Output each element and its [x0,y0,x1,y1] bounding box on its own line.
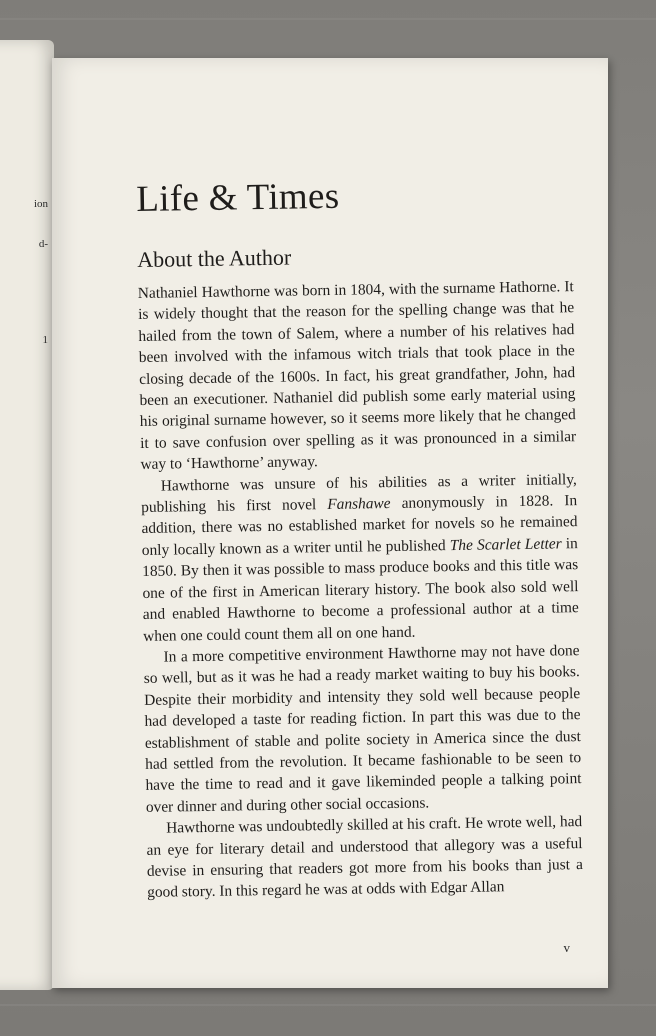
table-grain [0,18,656,20]
left-page-fragment: 1 [42,334,48,346]
paragraph: In a more competitive environment Hawthorne may not have done so well, but as it was he had a ready market waiting to buy his books. Despite their morbidity and intensity they sold well because people had developed a taste for reading fiction. In part this was due to the establishment of stable and polite society in America since the dust had settled from the revolution. It became fashionable to be seen to have the time to read and it gave likeminded people a talking point over dinner and during other social occasions. [143,641,582,816]
book-page [52,58,608,988]
paragraph: Hawthorne was unsure of his abilities as a writer initially, publishing his first novel Fanshawe anonymously in 1828. In addition, there was no established market for novels so he remained only locally known as a writer until he published The Scarlet Letter in 1850. By then it was possible to mass produce books and this title was one of the first in American literary history. The book also sold well and enabled Hawthorne to become a professional author at a time when one could count them all on one hand. [141,470,579,645]
book-title-italic: Fanshawe [327,495,391,514]
paragraph: Nathaniel Hawthorne was born in 1804, with the surname Hathorne. It is widely thought that the reason for the spelling change was that he hailed from the town of Salem, where a number of his relatives had been involved with the infamous witch trials that took place in the closing decade of the 1600s. In fact, his great grandfather, John, had been an executioner. Nathaniel did publish some early material using his original surname however, so it seems more likely that he changed it to save confusion over spelling as it was pronounced in a similar way to ‘Hawthorne’ anyway. [137,278,577,474]
left-page [0,40,54,990]
paragraph: Hawthorne was undoubtedly skilled at his craft. He wrote well, had an eye for literary detail and understood that allegory was a useful devise in ensuring that readers got more from his books than just a good story. In this regard he was at odds with Edgar Allan [146,813,583,902]
left-page-fragment: ion [33,198,48,210]
page-content [136,171,583,904]
book-title-italic: The Scarlet Letter [449,535,562,554]
left-page-fragment: d- [38,238,48,250]
section-title: About the Author [137,244,292,272]
chapter-title: Life & Times [136,175,340,220]
page-number: v [563,940,570,955]
table-grain [0,1004,656,1006]
